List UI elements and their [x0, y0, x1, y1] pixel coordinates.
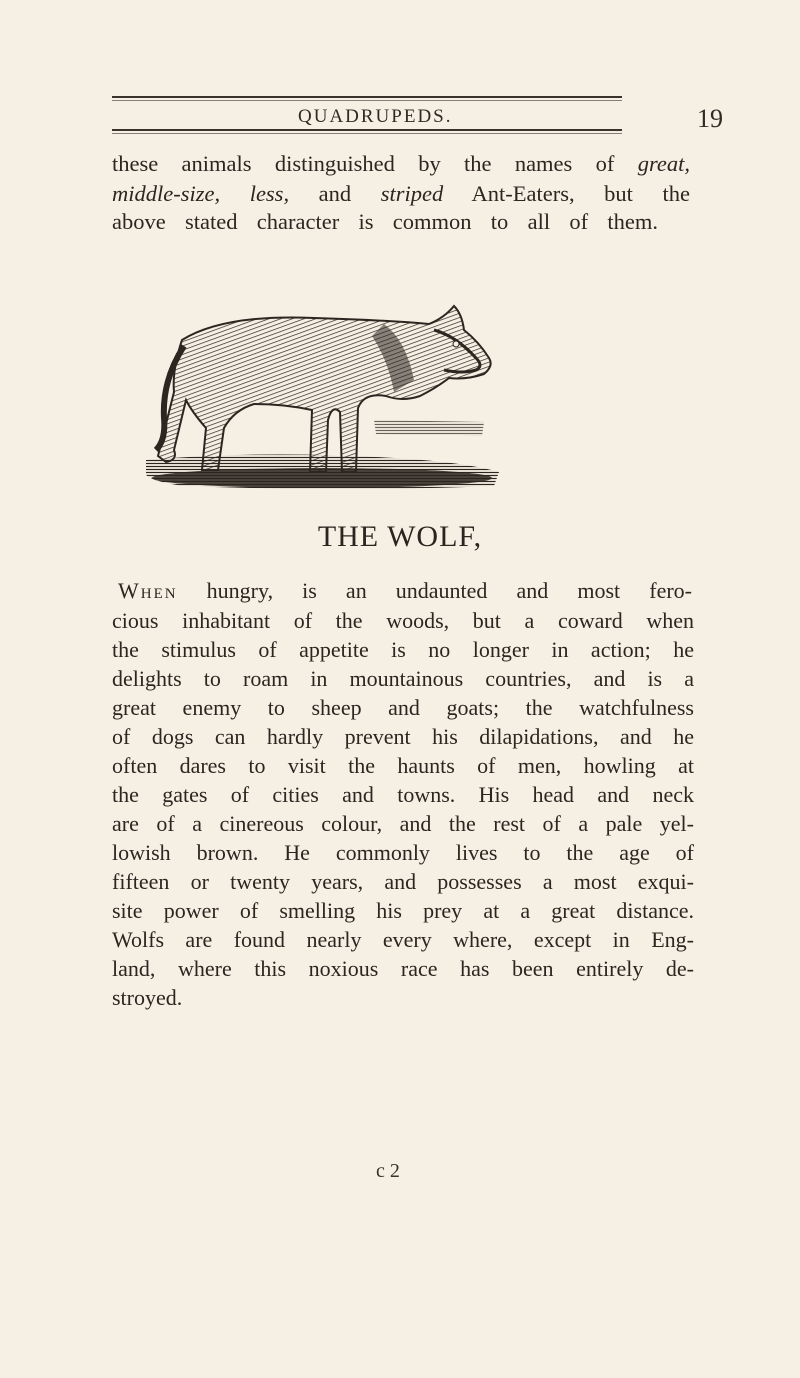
- running-header-title: QUADRUPEDS.: [298, 106, 453, 127]
- header-top-rule: [112, 96, 622, 98]
- intro-line-1: [112, 151, 690, 177]
- section-heading: THE WOLF,: [317, 520, 483, 553]
- body-line: cious inhabitant of the woods, but a coward when: [112, 608, 694, 633]
- signature-mark: c 2: [376, 1160, 400, 1182]
- intro-text: Ant-Eaters, but the: [443, 181, 690, 206]
- body-line: delights to roam in mountainous countries, and is a: [112, 666, 694, 691]
- intro-emphasis: less,: [249, 181, 290, 206]
- body-line: land, where this noxious race has been entirely de-: [112, 956, 694, 981]
- body-text: hungry, is an undaunted and most fero-: [177, 578, 692, 603]
- intro-line-3: [112, 209, 658, 235]
- body-line: the gates of cities and towns. His head and neck: [112, 782, 694, 807]
- body-line: stroyed.: [112, 985, 183, 1010]
- body-line: the stimulus of appetite is no longer in action; he: [112, 637, 694, 662]
- first-word: When: [118, 578, 178, 603]
- header-bottom-rule-thin: [112, 133, 622, 134]
- intro-text: these animals distinguished by the names of: [112, 151, 638, 176]
- page-number: 19: [697, 104, 723, 133]
- body-line: fifteen or twenty years, and possesses a most exqui-: [112, 869, 694, 894]
- header-top-rule-thin: [112, 100, 622, 101]
- intro-emphasis: great,: [637, 151, 690, 176]
- wolf-woodcut-illustration: [144, 300, 504, 496]
- intro-text: and: [289, 181, 381, 206]
- intro-emphasis: middle-size,: [112, 181, 221, 206]
- body-line: site power of smelling his prey at a great distance.: [112, 898, 694, 923]
- intro-line-2: [112, 181, 690, 207]
- intro-emphasis: striped: [380, 181, 444, 206]
- body-line-1: [118, 578, 692, 604]
- body-line: great enemy to sheep and goats; the watchfulness: [112, 695, 694, 720]
- body-line: of dogs can hardly prevent his dilapidations, and he: [112, 724, 694, 749]
- body-line: often dares to visit the haunts of men, howling at: [112, 753, 694, 778]
- body-line: lowish brown. He commonly lives to the age of: [112, 840, 694, 865]
- header-bottom-rule: [112, 129, 622, 131]
- body-line: Wolfs are found nearly every where, except in Eng-: [112, 927, 694, 952]
- intro-text: above stated character is common to all of them.: [112, 209, 658, 234]
- body-line: are of a cinereous colour, and the rest of a pale yel-: [112, 811, 694, 836]
